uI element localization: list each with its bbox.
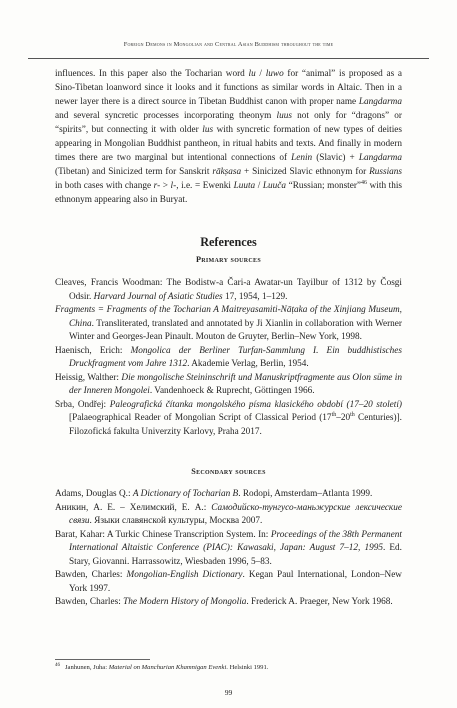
footnote: $^{46}$ Janhunen, Juha: Material on Manchurian Khamnigan Evenki. Helsinki 1991. <box>55 662 269 671</box>
reference-entry: Adams, Douglas Q.: A Dictionary of Tocharian B. Rodopi, Amsterdam–Atlanta 1999. <box>55 489 373 499</box>
footnote-rule <box>55 659 150 660</box>
reference-entry: Srba, Ondřej: Paleografická čítanka mongolského písma klasického období (17–20 století) [Palaeographical Reader of Mongolian Script of Classical Period (17th–20th Centuries)]. Filozofická fakulta Univerzity Karlovy, Praha 2017. <box>55 399 402 437</box>
secondary-references-list <box>55 488 402 610</box>
reference-entry: Bawden, Charles: The Modern History of Mongolia. Frederick A. Praeger, New York 1968. <box>55 597 393 607</box>
running-head: Foreign Demons in Mongolian and Central Asian Buddhism throughout the time <box>123 41 334 48</box>
page-number: 99 <box>224 688 233 697</box>
reference-entry: Barat, Kahar: A Turkic Chinese Transcription System. In: Proceedings of the 38th Permanent International Altaistic Conference (PIAC): Kawasaki, Japan: August 7–12, 1995. Ed. Stary, Giovanni. Harrassowitz, Wiesbaden 1996, 5–83. <box>55 529 402 567</box>
body-paragraph: influences. In this paper also the Tocharian word lu / luwo for “animal” is proposed as a Sino-Tibetan loanword since it looks and it functions as similar words in Altaic. Then in a newer layer there is a direct source in Tibetan Buddhist canon with proper name Langdarma and several syncretic processes incorporating theonym luus not only for “dragons” or “spirits”, but connecting it with older lus with syncretic formation of new types of deities appearing in Mongolian Buddhist pantheon, in ritual habits and texts. And finally in modern times there are two marginal but intentional connections of Lenin (Slavic) + Langdarma (Tibetan) and Sinicized term for Sanskrit rākṣasa + Sinicized Slavic ethnonym for Russians in both cases with change r- > l-, i.e. = Ewenki Luuta / Luuča “Russian; monster”$^{46}$ with this ethnonym appearing also in Buryat. <box>55 69 403 205</box>
reference-entry: Cleaves, Francis Woodman: The Bodistw-a Čari-a Awatar-un Tayilbur of 1312 by Čosgi Odsir. Harvard Journal of Asiatic Studies 17, 1954, 1–129. <box>55 278 402 302</box>
reference-entry: Bawden, Charles: Mongolian-English Dictionary. Kegan Paul International, London–New York 1997. <box>55 570 402 594</box>
primary-sources-heading: Primary sources <box>195 255 261 264</box>
reference-entry: Haenisch, Erich: Mongolica der Berliner Turfan-Sammlung I. Ein buddhistisches Druckfragment vom Jahre 1312. Akademie Verlag, Berlin, 1954. <box>55 345 402 369</box>
secondary-sources-heading: Secondary sources <box>191 467 266 476</box>
primary-references-list <box>55 277 402 439</box>
reference-entry: Аникин, А. Е. – Хелимский, Е. А.: Самодийско-тунгусо-маньжурские лексические связи. Языки славянской культуры, Москва 2007. <box>55 502 402 526</box>
header-rule <box>28 58 429 59</box>
reference-entry: Fragments = Fragments of the Tocharian A Maitreyasamiti-Nāṭaka of the Xinjiang Museum, China. Transliterated, translated and annotated by Ji Xianlin in collaboration with Werner Winter and Georges-Jean Pinault. Mouton de Gruyter, Berlin–New York, 1998. <box>55 305 402 342</box>
references-heading: References <box>200 235 257 249</box>
reference-entry: Heissig, Walther: Die mongolische Steininschrift und Manuskriptfragmente aus Olon süme in der Inneren Mongolei. Vandenhoeck & Ruprecht, Göttingen 1966. <box>55 372 402 396</box>
